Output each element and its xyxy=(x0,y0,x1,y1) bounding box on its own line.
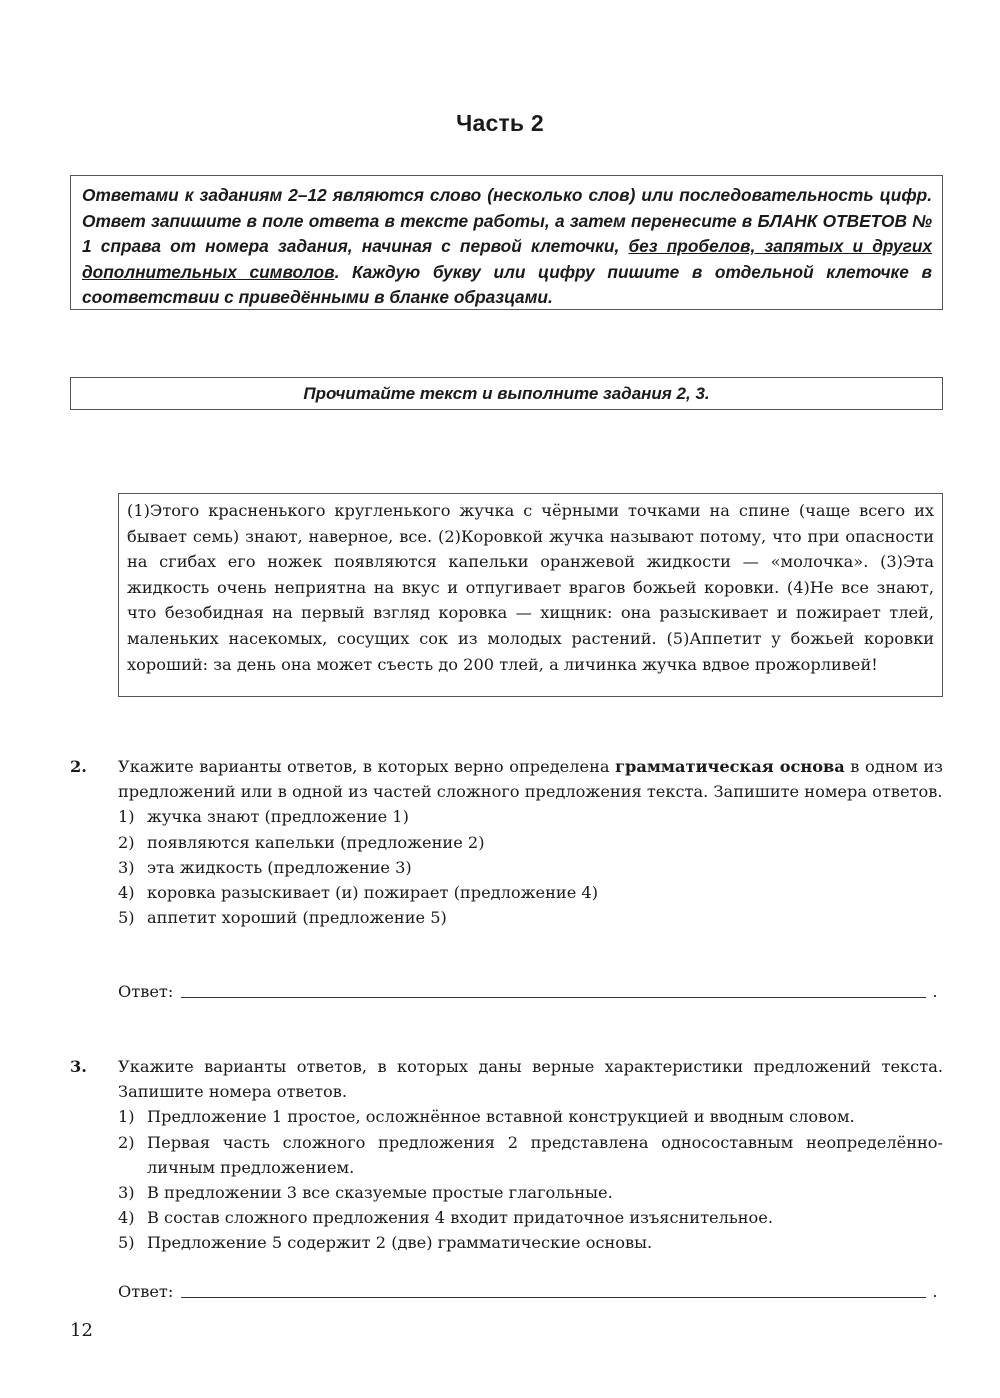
question-text: Укажите варианты ответов, в которых даны верные характеристики предложений текста. Запишите номера ответов. xyxy=(118,1057,943,1102)
option-item xyxy=(118,1205,943,1230)
instructions-text: Ответами к заданиям 2–12 являются слово (несколько слов) или последовательность цифр. Ответ запишите в поле ответа в тексте работы, а затем перенесите в БЛАНК ОТВЕТОВ № 1 справа от номера задания, начиная с первой клеточки, xyxy=(82,185,932,256)
option-item xyxy=(118,830,943,855)
answer-period: . xyxy=(932,982,938,1001)
option-item xyxy=(118,855,943,880)
reading-text: (1)Этого красненького кругленького жучка с чёрными точками на спине (чаще всего их бывает семь) знают, наверное, все. (2)Коровкой жучка называют потому, что при опасности на сгибах его ножек появляются капельки оранжевой жидкости — «молочка». (3)Эта жидкость очень неприятна на вкус и отпугивает врагов божьей коровки. (4)Не все знают, что безобидная на первый взгляд коровка — хищник: она разыскивает и пожирает тлей, маленьких насекомых, сосущих сок из молодых растений. (5)Аппетит у божьей коровки хороший: за день она может съесть до 200 тлей, а личинка жучка вдвое прожорливей! xyxy=(127,501,934,674)
option-text: Предложение 5 содержит 2 (две) грамматические основы. xyxy=(147,1233,653,1253)
read-prompt: Прочитайте текст и выполните задания 2, 3. xyxy=(303,384,710,403)
option-number: 3) xyxy=(118,857,135,877)
option-text: эта жидкость (предложение 3) xyxy=(147,857,412,877)
task-3-answer-row xyxy=(118,1277,948,1301)
option-item xyxy=(118,1130,943,1180)
option-item xyxy=(118,804,943,829)
option-number: 5) xyxy=(118,1233,135,1253)
instructions-text-end: . Каждую букву или цифру пишите в отдельной клеточке в соответствии с приведёнными в бланке образцами. xyxy=(82,261,932,307)
option-number: 1) xyxy=(118,807,135,827)
option-item xyxy=(118,1230,943,1255)
instructions-underlined-text: без пробелов, запятых и других дополнительных символов xyxy=(82,236,932,282)
part-title: Часть 2 xyxy=(456,110,544,136)
task-2 xyxy=(70,754,950,930)
option-item xyxy=(118,1180,943,1205)
option-item xyxy=(118,1104,943,1129)
option-number: 2) xyxy=(118,1132,135,1152)
answer-field[interactable] xyxy=(181,1280,926,1298)
task-question xyxy=(118,1054,943,1104)
option-text: Предложение 1 простое, осложнённое вставной конструкцией и вводным словом. xyxy=(147,1107,855,1127)
option-text: появляются капельки (предложение 2) xyxy=(147,832,485,852)
option-text: Первая часть сложного предложения 2 представлена односоставным неопределённо-личным предложением. xyxy=(147,1132,943,1177)
option-text: жучка знают (предложение 1) xyxy=(147,807,409,827)
answer-label: Ответ: xyxy=(118,1282,174,1301)
answer-period: . xyxy=(932,1282,938,1301)
option-text: коровка разыскивает (и) пожирает (предложение 4) xyxy=(147,883,599,903)
read-prompt-box xyxy=(70,377,943,410)
task-2-answer-row xyxy=(118,977,948,1001)
task-question xyxy=(118,754,943,804)
option-number: 2) xyxy=(118,832,135,852)
option-number: 3) xyxy=(118,1183,135,1203)
option-item xyxy=(118,905,943,930)
answer-label: Ответ: xyxy=(118,982,174,1001)
option-number: 4) xyxy=(118,883,135,903)
option-text: В предложении 3 все сказуемые простые глагольные. xyxy=(147,1183,613,1203)
option-number: 4) xyxy=(118,1208,135,1228)
option-number: 5) xyxy=(118,908,135,928)
question-text: Укажите варианты ответов, в которых верно определена xyxy=(118,757,616,776)
reading-text-box xyxy=(118,493,943,697)
options-list xyxy=(118,804,943,930)
answer-field[interactable] xyxy=(181,980,926,998)
options-list xyxy=(118,1104,943,1255)
question-bold-term: грамматическая основа xyxy=(615,757,845,776)
page-number: 12 xyxy=(70,1320,93,1341)
task-3 xyxy=(70,1054,950,1256)
option-item xyxy=(118,880,943,905)
option-number: 1) xyxy=(118,1107,135,1127)
task-number: 3. xyxy=(70,1057,87,1076)
option-text: В состав сложного предложения 4 входит придаточное изъяснительное. xyxy=(147,1208,773,1228)
instructions-box xyxy=(70,175,943,310)
task-number: 2. xyxy=(70,757,87,776)
question-text-end: в одном из предложений или в одной из частей сложного предложения текста. Запишите номера ответов. xyxy=(118,757,944,802)
option-text: аппетит хороший (предложение 5) xyxy=(147,908,447,928)
